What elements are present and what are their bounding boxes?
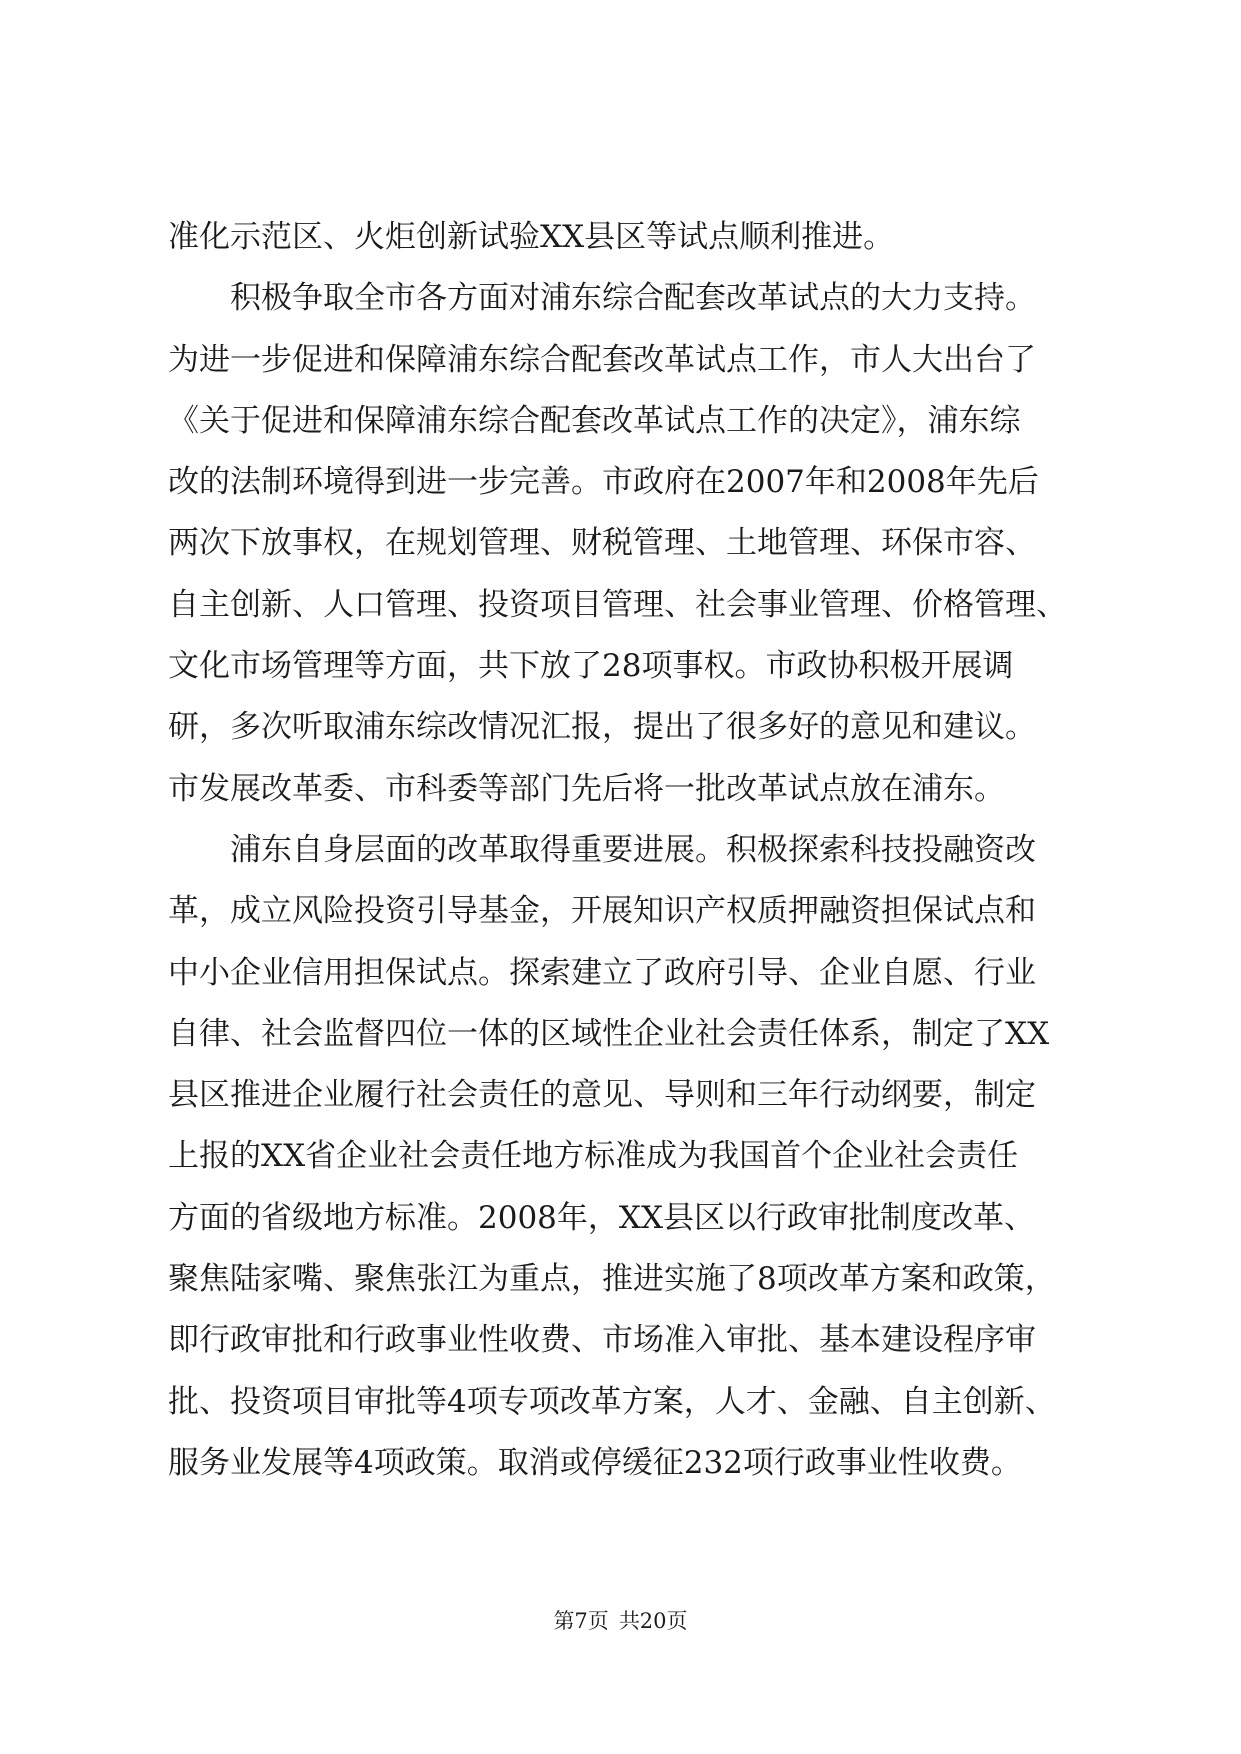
page-number: 第7页: [553, 1609, 609, 1633]
text-line: 县区推进企业履行社会责任的意见、导则和三年行动纲要，制定: [168, 1077, 1036, 1114]
text-line: 服务业发展等4项政策。取消或停缓征232项行政事业性收费。: [168, 1444, 1022, 1481]
page-footer: [0, 1605, 1241, 1635]
text-line: 研，多次听取浦东综改情况汇报，提出了很多好的意见和建议。: [168, 709, 1036, 746]
text-line: 革，成立风险投资引导基金，开展知识产权质押融资担保试点和: [168, 893, 1036, 930]
text-line: 两次下放事权，在规划管理、财税管理、土地管理、环保市容、: [168, 525, 1036, 562]
document-body: [168, 207, 1088, 1494]
text-line: 聚焦陆家嘴、聚焦张江为重点，推进实施了8项改革方案和政策，: [168, 1261, 1056, 1298]
text-line: 文化市场管理等方面，共下放了28项事权。市政协积极开展调: [168, 648, 1014, 685]
paragraph-start-line: 浦东自身层面的改革取得重要进展。积极探索科技投融资改: [230, 831, 1036, 868]
text-line: 方面的省级地方标准。2008年，XX县区以行政审批制度改革、: [168, 1199, 1036, 1236]
page-total: 共20页: [618, 1609, 688, 1633]
text-line: 为进一步促进和保障浦东综合配套改革试点工作，市人大出台了: [168, 341, 1036, 378]
text-line: 自主创新、人口管理、投资项目管理、社会事业管理、价格管理、: [168, 586, 1067, 623]
text-line: 批、投资项目审批等4项专项改革方案，人才、金融、自主创新、: [168, 1383, 1056, 1420]
text-line: 自律、社会监督四位一体的区域性企业社会责任体系，制定了XX: [168, 1015, 1050, 1052]
paragraph-start-line: 积极争取全市各方面对浦东综合配套改革试点的大力支持。: [230, 280, 1036, 317]
text-line: 即行政审批和行政事业性收费、市场准入审批、基本建设程序审: [168, 1322, 1036, 1359]
text-line: 上报的XX省企业社会责任地方标准成为我国首个企业社会责任: [168, 1138, 1019, 1175]
text-line: 准化示范区、火炬创新试验XX县区等试点顺利推进。: [168, 219, 895, 255]
text-line: 市发展改革委、市科委等部门先后将一批改革试点放在浦东。: [168, 770, 1005, 807]
text-line: 《关于促进和保障浦东综合配套改革试点工作的决定》，浦东综: [168, 402, 1021, 439]
text-line: 中小企业信用担保试点。探索建立了政府引导、企业自愿、行业: [168, 954, 1036, 991]
text-line: 改的法制环境得到进一步完善。市政府在2007年和2008年先后: [168, 464, 1039, 501]
